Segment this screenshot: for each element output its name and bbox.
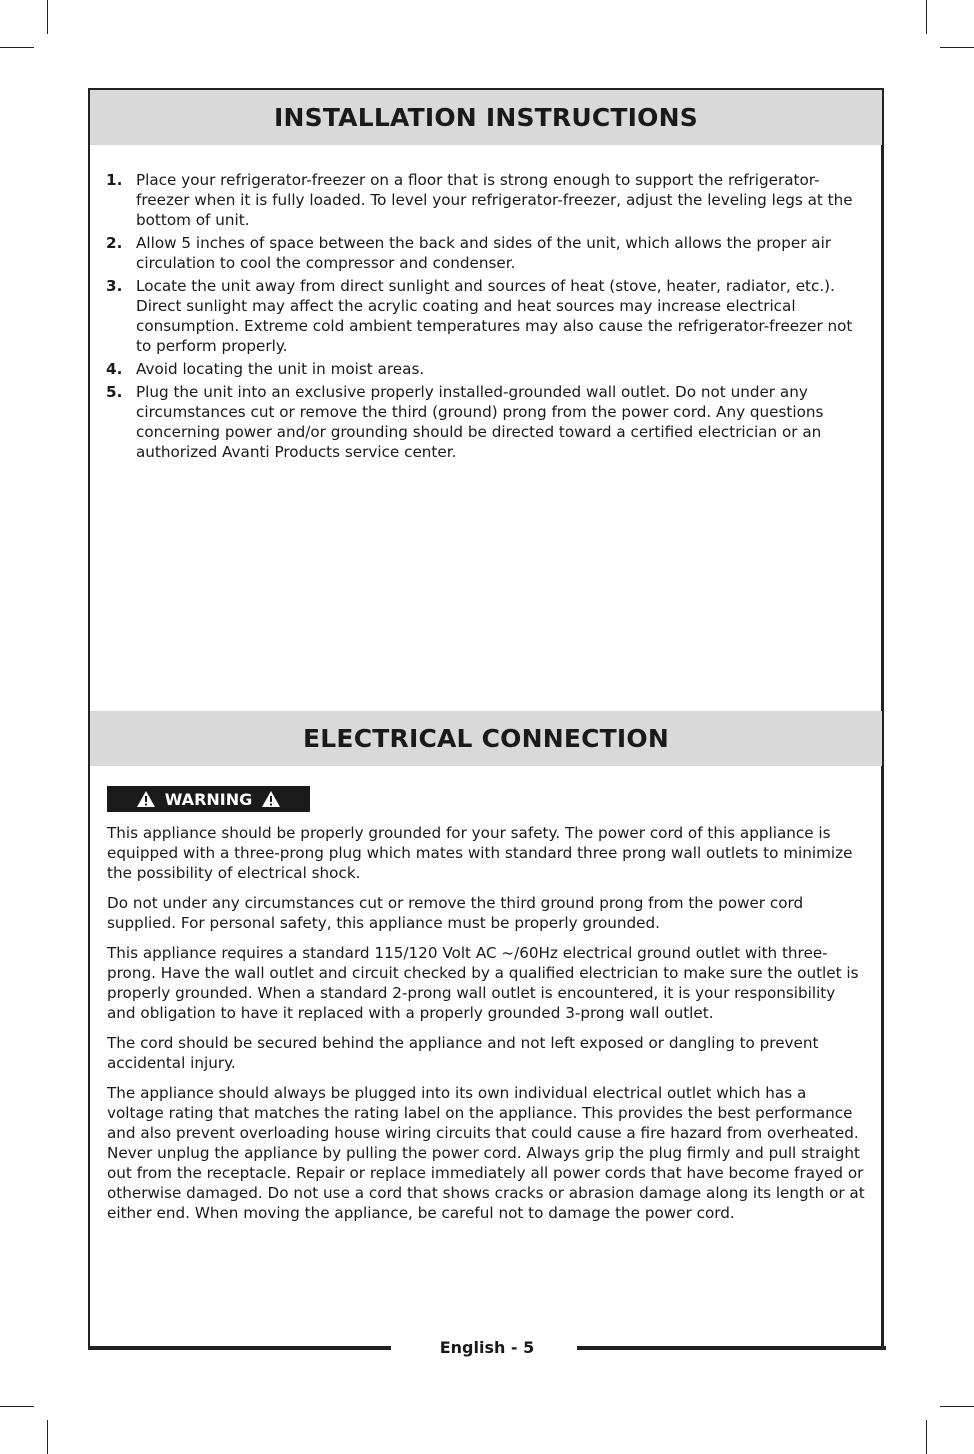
step-number: 3. — [106, 277, 123, 295]
step-number: 2. — [106, 234, 123, 252]
warning-label: WARNING — [164, 789, 253, 809]
electrical-paragraph: Do not under any circumstances cut or remove the third ground prong from the power cord supplied. For personal safety, this appliance must be properly grounded. — [107, 894, 804, 932]
installation-header — [90, 90, 882, 145]
step-number: 5. — [106, 383, 123, 401]
frame-bottom-line-right — [577, 1346, 886, 1350]
installation-step — [106, 359, 866, 379]
step-text: Locate the unit away from direct sunlight and sources of heat (stove, heater, radiator, etc.). Direct sunlight may affect the acrylic coating and heat sources may increase electrical consumption. Extreme cold ambient temperatures may also cause the refrigerator-freezer not to perform properly. — [136, 277, 853, 355]
installation-step — [106, 276, 866, 356]
crop-mark-top-right-vertical — [926, 0, 927, 34]
crop-mark-bottom-right-vertical — [926, 1420, 927, 1454]
installation-step — [106, 382, 866, 462]
installation-steps — [106, 170, 866, 465]
step-number: 1. — [106, 171, 123, 189]
installation-step — [106, 233, 866, 273]
page-number: English - 5 — [439, 1338, 535, 1357]
crop-mark-top-left-vertical — [47, 0, 48, 34]
crop-mark-bottom-left-horizontal — [0, 1406, 34, 1407]
step-number: 4. — [106, 360, 123, 378]
warning-badge — [107, 786, 310, 812]
crop-mark-bottom-right-horizontal — [940, 1406, 974, 1407]
step-text: Allow 5 inches of space between the back and sides of the unit, which allows the proper air circulation to cool the compressor and condenser. — [136, 234, 832, 272]
electrical-paragraph: The appliance should always be plugged into its own individual electrical outlet which has a voltage rating that matches the rating label on the appliance. This provides the best performance and also prevent overloading house wiring circuits that could cause a fire hazard from overheated. Never unplug the appliance by pulling the power cord. Always grip the plug firmly and pull straight out from the receptacle. Repair or replace immediately all power cords that have become frayed or otherwise damaged. Do not use a cord that shows cracks or abrasion damage along its length or at either end. When moving the appliance, be careful not to damage the power cord. — [107, 1084, 865, 1222]
electrical-title: ELECTRICAL CONNECTION — [303, 724, 669, 753]
installation-title: INSTALLATION INSTRUCTIONS — [274, 103, 698, 132]
warning-triangle-icon — [136, 790, 156, 808]
step-text: Place your refrigerator-freezer on a floor that is strong enough to support the refrigerator-freezer when it is fully loaded. To level your refrigerator-freezer, adjust the leveling legs at the bottom of unit. — [136, 171, 853, 229]
step-text: Avoid locating the unit in moist areas. — [136, 360, 425, 378]
electrical-paragraph: This appliance should be properly grounded for your safety. The power cord of this appliance is equipped with a three-prong plug which mates with standard three prong wall outlets to minimize the possibility of electrical shock. — [107, 824, 853, 882]
installation-step — [106, 170, 866, 230]
crop-mark-bottom-left-vertical — [47, 1420, 48, 1454]
frame-bottom-line-left — [88, 1346, 391, 1350]
step-text: Plug the unit into an exclusive properly installed-grounded wall outlet. Do not under any circumstances cut or remove the third (ground) prong from the power cord. Any questions concerning power and/or grounding should be directed toward a certified electrician or an authorized Avanti Products service center. — [136, 383, 824, 461]
crop-mark-top-left-horizontal — [0, 47, 34, 48]
electrical-header — [90, 711, 882, 766]
warning-triangle-icon — [261, 790, 281, 808]
electrical-body — [107, 823, 867, 1233]
electrical-paragraph: This appliance requires a standard 115/120 Volt AC ~/60Hz electrical ground outlet with three-prong. Have the wall outlet and circuit checked by a qualified electrician to make sure the outlet is properly grounded. When a standard 2-prong wall outlet is encountered, it is your responsibility and obligation to have it replaced with a properly grounded 3-prong wall outlet. — [107, 944, 859, 1022]
electrical-paragraph: The cord should be secured behind the appliance and not left exposed or dangling to prevent accidental injury. — [107, 1034, 819, 1072]
crop-mark-top-right-horizontal — [940, 47, 974, 48]
